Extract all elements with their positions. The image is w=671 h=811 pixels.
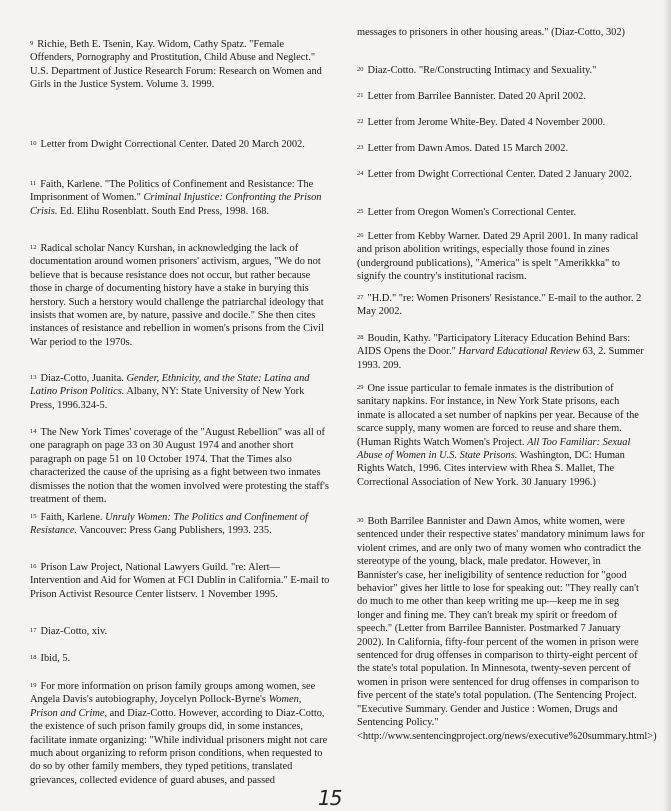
endnote-19-continued: messages to prisoners in other housing areas." (Diaz-Cotto, 302) [357, 27, 625, 38]
endnote-17: $^{17}$ Diaz-Cotto, xiv. [30, 626, 108, 637]
endnote-14: $^{14}$ The New York Times' coverage of the "August Rebellion" was all of one paragraph on page 33 on 30 August 1974 and another short paragraph on page 51 on 10 October 1974. That the Times also characterized the cause of the uprising as a fight between two inmates dismisses the notion that the women involved were protesting the staff's treatment of them. [30, 427, 329, 506]
endnote-15: $^{15}$ Faith, Karlene. Unruly Women: The Politics and Confinement of Resistance. Vancouver: Press Gang Publishers, 1993. 235. [30, 512, 308, 537]
endnote-16: $^{16}$ Prison Law Project, National Lawyers Guild. "re: Alert—Intervention and Aid for Women at FCI Dublin in California." E-mail to Prison Activist Resource Center listserv. 1 November 1995. [30, 562, 330, 600]
endnote-30: $^{30}$ Both Barrilee Bannister and Dawn Amos, white women, were sentenced under their respective states' mandatory minimum laws for violent crimes, and are only two of many women who contradict the stereotype of the young, black, male predator. However, in Bannister's case, her ineligibility of sentence reduction for "good behavior" gives her little to lose for speaking out: "They really can't do much to me other than keep writing me up—keep me in seg longer and fining me. They can't break my spirit or freedom of speech." (Letter from Barrilee Bannister. Postmarked 7 January 2002). In California, fifty-four percent of the women in prison were sentenced for drug offenses in comparison to thirty-eight percent of the state's total population. In Minnesota, twenty-seven percent of women in prison were sentenced for drug offenses in comparison to five percent of the state's total population. (The Sentencing Project. "Executive Summary. Gender and Justice : Women, Drugs and Sentencing Policy." <http://www.sentencingproject.org/news/executive%20summary.html>) [357, 516, 657, 742]
endnote-27: $^{27}$ "H.D." "re: Women Prisoners' Resistance." E-mail to the author. 2 May 2002. [357, 293, 642, 318]
endnote-26: $^{26}$ Letter from Kebby Warner. Dated 29 April 2001. In many radical and prison abolition writings, especially those found in zines (underground publications), "America" is spelt "Amerikkka" to signify the country's institutional racism. [357, 231, 639, 283]
endnote-21: $^{21}$ Letter from Barrilee Bannister. Dated 20 April 2002. [357, 91, 586, 102]
endnote-18: $^{18}$ Ibid, 5. [30, 653, 71, 664]
endnote-11: $^{11}$ Faith, Karlene. "The Politics of Confinement and Resistance: The Imprisonment of Women." Criminal Injustice: Confronting the Prison Crisis. Ed. Elihu Rosenblatt. South End Press, 1998. 168. [30, 179, 322, 217]
endnote-9: $^9$ Richie, Beth E. Tsenin, Kay. Widom, Cathy Spatz. "Female Offenders, Pornography and Prostitution, Child Abuse and Neglect." U.S. Department of Justice Research Forum: Research on Women and Girls in the Justice System. Volume 3. 1999. [30, 39, 322, 91]
endnote-25: $^{25}$ Letter from Oregon Women's Correctional Center. [357, 207, 577, 218]
endnote-19: $^{19}$ For more information on prison family groups among women, see Angela Davis's autobiography, Joycelyn Pollock-Byrne's Women, Prison and Crime, and Diaz-Cotto. However, according to Diaz-Cotto, the existence of such prison family groups did, in some instances, facilitate inmate organizing: "While individual prisoners might not care much about organizing to reform prison conditions, when requested to do so by other family members, they typed petitions, translated grievances, collected evidence of guard abuses, and passed [30, 681, 328, 786]
endnote-10: $^{10}$ Letter from Dwight Correctional Center. Dated 20 March 2002. [30, 139, 305, 150]
scan-edge-shadow [663, 0, 671, 811]
endnote-20: $^{20}$ Diaz-Cotto. "Re/Constructing Intimacy and Sexuality." [357, 65, 597, 76]
endnote-28: $^{28}$ Boudin, Kathy. "Participatory Literacy Education Behind Bars: AIDS Opens the Door." Harvard Educational Review 63, 2. Summer 1993. 209. [357, 333, 644, 371]
endnote-12: $^{12}$ Radical scholar Nancy Kurshan, in acknowledging the lack of documentation around women prisoners' activism, argues, "We do not believe that is because resistance does not occur, but rather because those in charge of documenting history have a stake in burying this herstory. Such a herstory would challenge the patriarchal ideology that insists that women are, by nature, passive and docile." She then cites instances of resistance and rebellion in women's prisons from the Civil War period to the 1970s. [30, 243, 324, 348]
endnote-13: $^{13}$ Diaz-Cotto, Juanita. Gender, Ethnicity, and the State: Latina and Latino Prison Politics. Albany, NY: State University of New York Press, 1996.324-5. [30, 373, 310, 411]
endnote-24: $^{24}$ Letter from Dwight Correctional Center. Dated 2 January 2002. [357, 169, 632, 180]
endnote-23: $^{23}$ Letter from Dawn Amos. Dated 15 March 2002. [357, 143, 569, 154]
endnote-29: $^{29}$ One issue particular to female inmates is the distribution of sanitary napkins. For instance, in New York State prisons, each inmate is allocated a set number of napkins per year. Because of the scarce supply, many women are forced to reuse and share them. (Human Rights Watch Women's Project. All Too Familiar: Sexual Abuse of Women in U.S. State Prisons. Washington, DC: Human Rights Watch, 1996. Cites interview with Rhea S. Mallet, The Correctional Association of New York. 30 January 1996.) [357, 383, 639, 488]
endnote-22: $^{22}$ Letter from Jerome White-Bey. Dated 4 November 2000. [357, 117, 606, 128]
page-number: 15 [318, 786, 342, 810]
